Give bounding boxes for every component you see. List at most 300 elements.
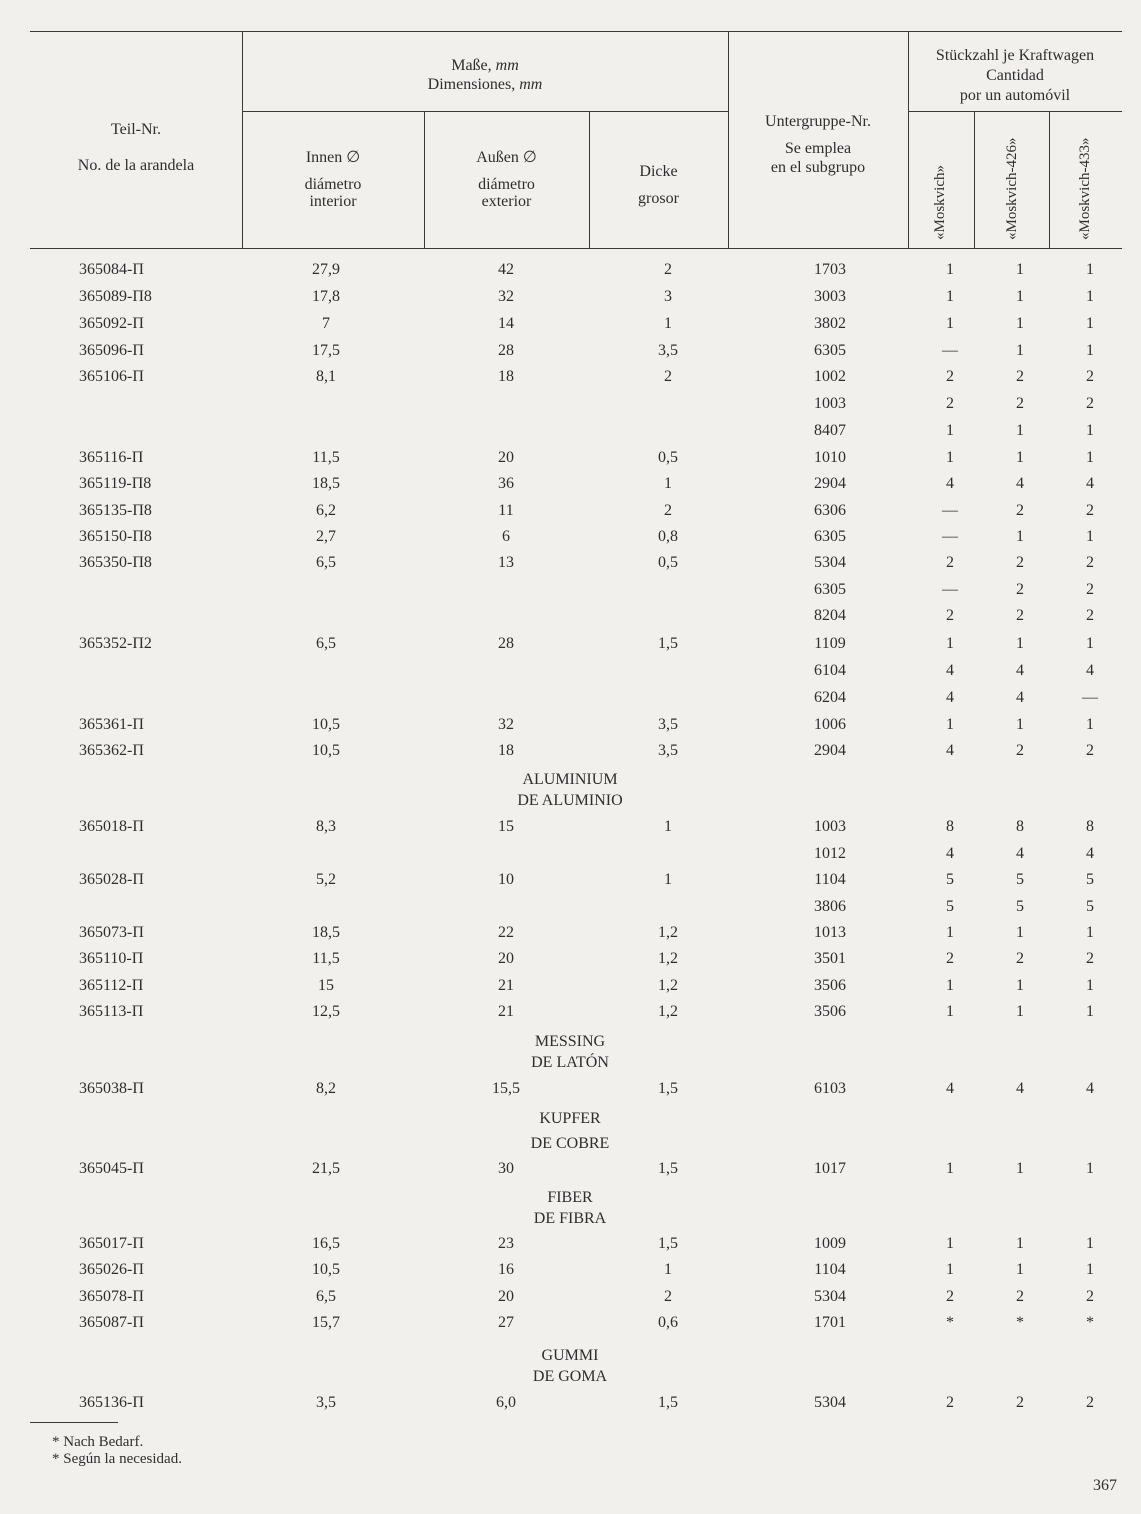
part-no-cell: 365096-П — [79, 342, 144, 359]
section-messing: MESSING DE LATÓN — [531, 1033, 609, 1071]
subgroup-cell: 1003 — [814, 395, 846, 412]
outer-diameter-cell: 32 — [498, 288, 514, 305]
qty-moskvich-426-cell: 2 — [1016, 502, 1024, 519]
part-no-cell: 365136-П — [79, 1394, 144, 1411]
qty-moskvich-426-cell: 8 — [1016, 818, 1024, 835]
table-row — [0, 1310, 1141, 1336]
qty-moskvich-426-cell: 5 — [1016, 898, 1024, 915]
qty-moskvich-cell: 1 — [946, 422, 954, 439]
subgroup-cell: 1104 — [814, 871, 846, 888]
table-row — [0, 814, 1141, 840]
footnote-es: * Según la necesidad. — [52, 1451, 182, 1467]
table-row — [0, 1284, 1141, 1310]
qty-moskvich-426-cell: 2 — [1016, 581, 1024, 598]
subgroup-cell: 3003 — [814, 288, 846, 305]
qty-moskvich-cell: — — [942, 528, 958, 545]
footnotes — [52, 1434, 182, 1468]
section-kupfer: KUPFER DE COBRE — [530, 1110, 610, 1152]
thickness-cell: 2 — [664, 261, 672, 278]
qty-moskvich-cell: 5 — [946, 898, 954, 915]
qty-moskvich-426-cell: 4 — [1016, 845, 1024, 862]
qty-moskvich-426-cell: 1 — [1016, 1003, 1024, 1020]
outer-diameter-cell: 42 — [498, 261, 514, 278]
subgroup-cell: 3802 — [814, 315, 846, 332]
qty-moskvich-433-cell: 2 — [1086, 502, 1094, 519]
part-no-cell: 365113-П — [79, 1003, 144, 1020]
thickness-cell: 2 — [664, 368, 672, 385]
outer-diameter-cell: 18 — [498, 742, 514, 759]
qty-moskvich-426-cell: 1 — [1016, 635, 1024, 652]
table-top-rule — [30, 31, 1122, 32]
table-row — [0, 999, 1141, 1025]
table-row — [0, 946, 1141, 972]
inner-diameter-cell: 6,5 — [316, 554, 336, 571]
thickness-cell: 1,5 — [658, 1160, 678, 1177]
outer-diameter-cell: 15 — [498, 818, 514, 835]
qty-moskvich-433-cell: 1 — [1086, 924, 1094, 941]
qty-moskvich-426-cell: 1 — [1016, 1261, 1024, 1278]
outer-diameter-cell: 20 — [498, 950, 514, 967]
thickness-cell: 3,5 — [658, 342, 678, 359]
outer-diameter-cell: 16 — [498, 1261, 514, 1278]
subgroup-cell: 5304 — [814, 554, 846, 571]
part-no-cell: 365045-П — [79, 1160, 144, 1177]
subgroup-cell: 1010 — [814, 449, 846, 466]
qty-moskvich-426-cell: 2 — [1016, 554, 1024, 571]
outer-diameter-cell: 21 — [498, 1003, 514, 1020]
qty-moskvich-433-cell: 2 — [1086, 607, 1094, 624]
qty-moskvich-cell: 4 — [946, 1080, 954, 1097]
section-fiber: FIBER DE FIBRA — [533, 1189, 607, 1227]
table-row — [0, 364, 1141, 390]
part-no-cell: 365106-П — [79, 368, 144, 385]
qty-moskvich-cell: * — [946, 1314, 954, 1331]
thickness-cell: 1,5 — [658, 1394, 678, 1411]
part-no-cell: 365135-П8 — [79, 502, 152, 519]
table-row — [0, 738, 1141, 764]
table-row — [0, 284, 1141, 310]
outer-diameter-cell: 22 — [498, 924, 514, 941]
qty-moskvich-426-cell: 1 — [1016, 288, 1024, 305]
thickness-cell: 2 — [664, 1288, 672, 1305]
qty-moskvich-433-cell: 1 — [1086, 261, 1094, 278]
inner-diameter-cell: 15 — [318, 977, 334, 994]
qty-moskvich-cell: 1 — [946, 1003, 954, 1020]
inner-diameter-cell: 5,2 — [316, 871, 336, 888]
thickness-cell: 3,5 — [658, 716, 678, 733]
outer-diameter-cell: 10 — [498, 871, 514, 888]
qty-moskvich-cell: — — [942, 502, 958, 519]
qty-moskvich-cell: 2 — [946, 554, 954, 571]
qty-moskvich-cell: 4 — [946, 742, 954, 759]
table-row — [0, 867, 1141, 893]
table-row — [0, 712, 1141, 738]
qty-moskvich-433-cell: — — [1082, 689, 1098, 706]
thickness-cell: 3,5 — [658, 742, 678, 759]
col-divider-7 — [1049, 111, 1050, 248]
table-row — [0, 445, 1141, 471]
qty-moskvich-433-cell: 1 — [1086, 1003, 1094, 1020]
qty-moskvich-426-cell: 2 — [1016, 742, 1024, 759]
table-row — [0, 973, 1141, 999]
qty-moskvich-433-cell: 2 — [1086, 950, 1094, 967]
part-no-cell: 365084-П — [79, 261, 144, 278]
qty-moskvich-cell: 4 — [946, 689, 954, 706]
section-gummi: GUMMI DE GOMA — [532, 1347, 608, 1385]
qty-moskvich-433-cell: 2 — [1086, 1288, 1094, 1305]
qty-moskvich-433-cell: 5 — [1086, 898, 1094, 915]
outer-diameter-cell: 20 — [498, 1288, 514, 1305]
part-no-cell: 365092-П — [79, 315, 144, 332]
thickness-cell: 2 — [664, 502, 672, 519]
qty-moskvich-433-cell: 2 — [1086, 554, 1094, 571]
table-row — [0, 658, 1141, 684]
inner-diameter-cell: 10,5 — [312, 1261, 340, 1278]
thickness-cell: 1 — [664, 871, 672, 888]
outer-diameter-cell: 30 — [498, 1160, 514, 1177]
qty-moskvich-cell: 1 — [946, 924, 954, 941]
thickness-cell: 1 — [664, 475, 672, 492]
page-number: 367 — [1093, 1477, 1117, 1494]
qty-moskvich-426-cell: 2 — [1016, 395, 1024, 412]
part-no-cell: 365361-П — [79, 716, 144, 733]
qty-moskvich-cell: 1 — [946, 1160, 954, 1177]
inner-diameter-cell: 6,5 — [316, 635, 336, 652]
qty-moskvich-433-cell: 8 — [1086, 818, 1094, 835]
table-row — [0, 1076, 1141, 1102]
qty-moskvich-433-cell: 1 — [1086, 288, 1094, 305]
part-no-cell: 365112-П — [79, 977, 144, 994]
subgroup-cell: 6103 — [814, 1080, 846, 1097]
thickness-cell: 1,2 — [658, 1003, 678, 1020]
inner-diameter-cell: 8,2 — [316, 1080, 336, 1097]
subgroup-cell: 6305 — [814, 528, 846, 545]
qty-moskvich-433-cell: 4 — [1086, 1080, 1094, 1097]
inner-diameter-cell: 7 — [322, 315, 330, 332]
model-moskvich-426-header: «Moskvich-426» — [1004, 137, 1020, 240]
subgroup-cell: 1006 — [814, 716, 846, 733]
outer-diameter-cell: 14 — [498, 315, 514, 332]
outer-diam-header: Außen ∅ diámetro exterior — [476, 149, 537, 210]
qty-moskvich-433-cell: 4 — [1086, 662, 1094, 679]
part-no-cell: 365110-П — [79, 950, 144, 967]
qty-moskvich-426-cell: 2 — [1016, 368, 1024, 385]
outer-diameter-cell: 28 — [498, 635, 514, 652]
part-no-cell: 365017-П — [79, 1235, 144, 1252]
outer-diameter-cell: 21 — [498, 977, 514, 994]
qty-moskvich-433-cell: 4 — [1086, 845, 1094, 862]
qty-moskvich-426-cell: 1 — [1016, 924, 1024, 941]
table-row — [0, 920, 1141, 946]
qty-moskvich-426-cell: 2 — [1016, 950, 1024, 967]
part-no-cell: 365116-П — [79, 449, 144, 466]
qty-moskvich-cell: — — [942, 342, 958, 359]
table-row — [0, 550, 1141, 576]
inner-diameter-cell: 15,7 — [312, 1314, 340, 1331]
subgroup-cell: 1109 — [814, 635, 846, 652]
thickness-header: Dicke grosor — [638, 163, 679, 207]
qty-moskvich-426-cell: 1 — [1016, 716, 1024, 733]
qty-moskvich-426-cell: 4 — [1016, 689, 1024, 706]
qty-moskvich-433-cell: 2 — [1086, 742, 1094, 759]
qty-moskvich-426-cell: 5 — [1016, 871, 1024, 888]
subgroup-cell: 2904 — [814, 475, 846, 492]
quantity-header: Stückzahl je Kraftwagen Cantidad por un automóvil — [935, 47, 1095, 104]
qty-moskvich-433-cell: 1 — [1086, 422, 1094, 439]
subgroup-cell: 1013 — [814, 924, 846, 941]
inner-diameter-cell: 27,9 — [312, 261, 340, 278]
subgroup-cell: 3501 — [814, 950, 846, 967]
subgroup-cell: 8407 — [814, 422, 846, 439]
qty-moskvich-cell: 1 — [946, 449, 954, 466]
qty-moskvich-426-cell: 1 — [1016, 342, 1024, 359]
qty-moskvich-426-cell: * — [1016, 1314, 1024, 1331]
qty-moskvich-433-cell: 2 — [1086, 1394, 1094, 1411]
outer-diameter-cell: 23 — [498, 1235, 514, 1252]
outer-diameter-cell: 32 — [498, 716, 514, 733]
part-no-cell: 365038-П — [79, 1080, 144, 1097]
table-row — [0, 1156, 1141, 1182]
table-row — [0, 577, 1141, 603]
outer-diameter-cell: 6 — [502, 528, 510, 545]
table-row — [0, 1231, 1141, 1257]
qty-moskvich-cell: 1 — [946, 315, 954, 332]
section-aluminium: ALUMINIUM DE ALUMINIO — [517, 771, 623, 809]
qty-moskvich-433-cell: 1 — [1086, 1261, 1094, 1278]
qty-moskvich-433-cell: 1 — [1086, 449, 1094, 466]
outer-diameter-cell: 18 — [498, 368, 514, 385]
subgroup-cell: 1003 — [814, 818, 846, 835]
qty-moskvich-433-cell: 1 — [1086, 635, 1094, 652]
outer-diameter-cell: 27 — [498, 1314, 514, 1331]
qty-header-rule — [908, 111, 1122, 112]
table-row — [0, 311, 1141, 337]
inner-diameter-cell: 6,5 — [316, 1288, 336, 1305]
dims-header-rule — [242, 111, 728, 112]
subgroup-cell: 5304 — [814, 1288, 846, 1305]
qty-moskvich-cell: 1 — [946, 261, 954, 278]
subgroup-header: Untergruppe-Nr. Se emplea en el subgrupo — [765, 113, 871, 176]
qty-moskvich-426-cell: 4 — [1016, 662, 1024, 679]
footnote-de: * Nach Bedarf. — [52, 1434, 144, 1450]
qty-moskvich-cell: 5 — [946, 871, 954, 888]
part-no-cell: 365119-П8 — [79, 475, 152, 492]
subgroup-cell: 3506 — [814, 1003, 846, 1020]
qty-moskvich-433-cell: 2 — [1086, 395, 1094, 412]
qty-moskvich-433-cell: 1 — [1086, 315, 1094, 332]
inner-diameter-cell: 6,2 — [316, 502, 336, 519]
part-no-cell: 365150-П8 — [79, 528, 152, 545]
qty-moskvich-cell: 2 — [946, 395, 954, 412]
thickness-cell: 3 — [664, 288, 672, 305]
qty-moskvich-433-cell: 2 — [1086, 581, 1094, 598]
qty-moskvich-cell: 2 — [946, 607, 954, 624]
outer-diameter-cell: 13 — [498, 554, 514, 571]
qty-moskvich-426-cell: 1 — [1016, 261, 1024, 278]
table-row — [0, 498, 1141, 524]
qty-moskvich-426-cell: 1 — [1016, 315, 1024, 332]
thickness-cell: 0,8 — [658, 528, 678, 545]
thickness-cell: 1,5 — [658, 1235, 678, 1252]
table-row — [0, 524, 1141, 550]
part-no-cell: 365350-П8 — [79, 554, 152, 571]
inner-diameter-cell: 21,5 — [312, 1160, 340, 1177]
thickness-cell: 0,6 — [658, 1314, 678, 1331]
inner-diameter-cell: 16,5 — [312, 1235, 340, 1252]
table-row — [0, 1390, 1141, 1416]
outer-diameter-cell: 6,0 — [496, 1394, 516, 1411]
qty-moskvich-426-cell: 1 — [1016, 449, 1024, 466]
thickness-cell: 1,2 — [658, 924, 678, 941]
qty-moskvich-cell: 2 — [946, 950, 954, 967]
part-no-cell: 365073-П — [79, 924, 144, 941]
qty-moskvich-433-cell: 1 — [1086, 716, 1094, 733]
header-bottom-rule — [30, 248, 1122, 249]
inner-diameter-cell: 18,5 — [312, 475, 340, 492]
qty-moskvich-426-cell: 2 — [1016, 1394, 1024, 1411]
qty-moskvich-cell: 1 — [946, 716, 954, 733]
qty-moskvich-426-cell: 1 — [1016, 528, 1024, 545]
inner-diameter-cell: 18,5 — [312, 924, 340, 941]
qty-moskvich-cell: 2 — [946, 1394, 954, 1411]
outer-diameter-cell: 20 — [498, 449, 514, 466]
qty-moskvich-cell: 1 — [946, 288, 954, 305]
qty-moskvich-433-cell: 1 — [1086, 528, 1094, 545]
qty-moskvich-cell: 1 — [946, 1261, 954, 1278]
inner-diameter-cell: 11,5 — [312, 950, 340, 967]
table-row — [0, 471, 1141, 497]
thickness-cell: 0,5 — [658, 449, 678, 466]
qty-moskvich-cell: 1 — [946, 977, 954, 994]
model-moskvich-header: «Moskvich» — [932, 165, 948, 240]
thickness-cell: 1 — [664, 315, 672, 332]
inner-diameter-cell: 17,5 — [312, 342, 340, 359]
part-no-cell: 365352-П2 — [79, 635, 152, 652]
inner-diameter-cell: 12,5 — [312, 1003, 340, 1020]
table-row — [0, 1257, 1141, 1283]
qty-moskvich-cell: 4 — [946, 845, 954, 862]
thickness-cell: 1,5 — [658, 635, 678, 652]
subgroup-cell: 6305 — [814, 581, 846, 598]
subgroup-cell: 3506 — [814, 977, 846, 994]
model-moskvich-433-header: «Moskvich-433» — [1077, 137, 1093, 240]
part-no-cell: 365026-П — [79, 1261, 144, 1278]
table-row — [0, 603, 1141, 629]
subgroup-cell: 1104 — [814, 1261, 846, 1278]
thickness-cell: 1 — [664, 1261, 672, 1278]
outer-diameter-cell: 11 — [498, 502, 514, 519]
qty-moskvich-426-cell: 2 — [1016, 1288, 1024, 1305]
qty-moskvich-426-cell: 1 — [1016, 1235, 1024, 1252]
subgroup-cell: 6204 — [814, 689, 846, 706]
qty-moskvich-433-cell: 1 — [1086, 1235, 1094, 1252]
subgroup-cell: 5304 — [814, 1394, 846, 1411]
qty-moskvich-cell: 2 — [946, 368, 954, 385]
subgroup-cell: 3806 — [814, 898, 846, 915]
table-row — [0, 685, 1141, 711]
inner-diameter-cell: 17,8 — [312, 288, 340, 305]
inner-diameter-cell: 10,5 — [312, 716, 340, 733]
thickness-cell: 1,5 — [658, 1080, 678, 1097]
table-row — [0, 418, 1141, 444]
table-row — [0, 841, 1141, 867]
qty-moskvich-426-cell: 2 — [1016, 607, 1024, 624]
part-no-cell: 365078-П — [79, 1288, 144, 1305]
table-row — [0, 391, 1141, 417]
part-no-header: Teil-Nr. No. de la arandela — [77, 121, 195, 174]
table-row — [0, 631, 1141, 657]
thickness-cell: 1 — [664, 818, 672, 835]
table-row — [0, 894, 1141, 920]
inner-diameter-cell: 10,5 — [312, 742, 340, 759]
col-divider-6 — [974, 111, 975, 248]
outer-diameter-cell: 28 — [498, 342, 514, 359]
footnote-rule — [30, 1422, 118, 1423]
subgroup-cell: 1701 — [814, 1314, 846, 1331]
subgroup-cell: 8204 — [814, 607, 846, 624]
thickness-cell: 1,2 — [658, 977, 678, 994]
qty-moskvich-cell: 1 — [946, 1235, 954, 1252]
outer-diameter-cell: 15,5 — [492, 1080, 520, 1097]
qty-moskvich-426-cell: 1 — [1016, 977, 1024, 994]
qty-moskvich-433-cell: 4 — [1086, 475, 1094, 492]
inner-diameter-cell: 8,3 — [316, 818, 336, 835]
qty-moskvich-433-cell: 5 — [1086, 871, 1094, 888]
part-no-cell: 365028-П — [79, 871, 144, 888]
inner-diameter-cell: 3,5 — [316, 1394, 336, 1411]
subgroup-cell: 1017 — [814, 1160, 846, 1177]
qty-moskvich-cell: 1 — [946, 635, 954, 652]
part-no-cell: 365018-П — [79, 818, 144, 835]
qty-moskvich-426-cell: 4 — [1016, 475, 1024, 492]
qty-moskvich-cell: 2 — [946, 1288, 954, 1305]
subgroup-cell: 2904 — [814, 742, 846, 759]
qty-moskvich-cell: — — [942, 581, 958, 598]
subgroup-cell: 6305 — [814, 342, 846, 359]
subgroup-cell: 1012 — [814, 845, 846, 862]
qty-moskvich-cell: 8 — [946, 818, 954, 835]
qty-moskvich-433-cell: 1 — [1086, 342, 1094, 359]
subgroup-cell: 6104 — [814, 662, 846, 679]
qty-moskvich-433-cell: 1 — [1086, 1160, 1094, 1177]
qty-moskvich-433-cell: 1 — [1086, 977, 1094, 994]
qty-moskvich-426-cell: 4 — [1016, 1080, 1024, 1097]
subgroup-cell: 1002 — [814, 368, 846, 385]
part-no-cell: 365089-П8 — [79, 288, 152, 305]
inner-diameter-cell: 2,7 — [316, 528, 336, 545]
thickness-cell: 1,2 — [658, 950, 678, 967]
part-no-cell: 365362-П — [79, 742, 144, 759]
outer-diameter-cell: 36 — [498, 475, 514, 492]
qty-moskvich-cell: 4 — [946, 475, 954, 492]
subgroup-cell: 1009 — [814, 1235, 846, 1252]
qty-moskvich-426-cell: 1 — [1016, 422, 1024, 439]
qty-moskvich-433-cell: 2 — [1086, 368, 1094, 385]
part-no-cell: 365087-П — [79, 1314, 144, 1331]
inner-diameter-cell: 11,5 — [312, 449, 340, 466]
subgroup-cell: 6306 — [814, 502, 846, 519]
qty-moskvich-426-cell: 1 — [1016, 1160, 1024, 1177]
subgroup-cell: 1703 — [814, 261, 846, 278]
inner-diam-header: Innen ∅ diámetro interior — [304, 149, 362, 210]
qty-moskvich-433-cell: * — [1086, 1314, 1094, 1331]
table-row — [0, 257, 1141, 283]
inner-diameter-cell: 8,1 — [316, 368, 336, 385]
qty-moskvich-cell: 4 — [946, 662, 954, 679]
thickness-cell: 0,5 — [658, 554, 678, 571]
dims-header: Maße, mm Dimensiones, mm — [427, 57, 543, 93]
table-row — [0, 338, 1141, 364]
